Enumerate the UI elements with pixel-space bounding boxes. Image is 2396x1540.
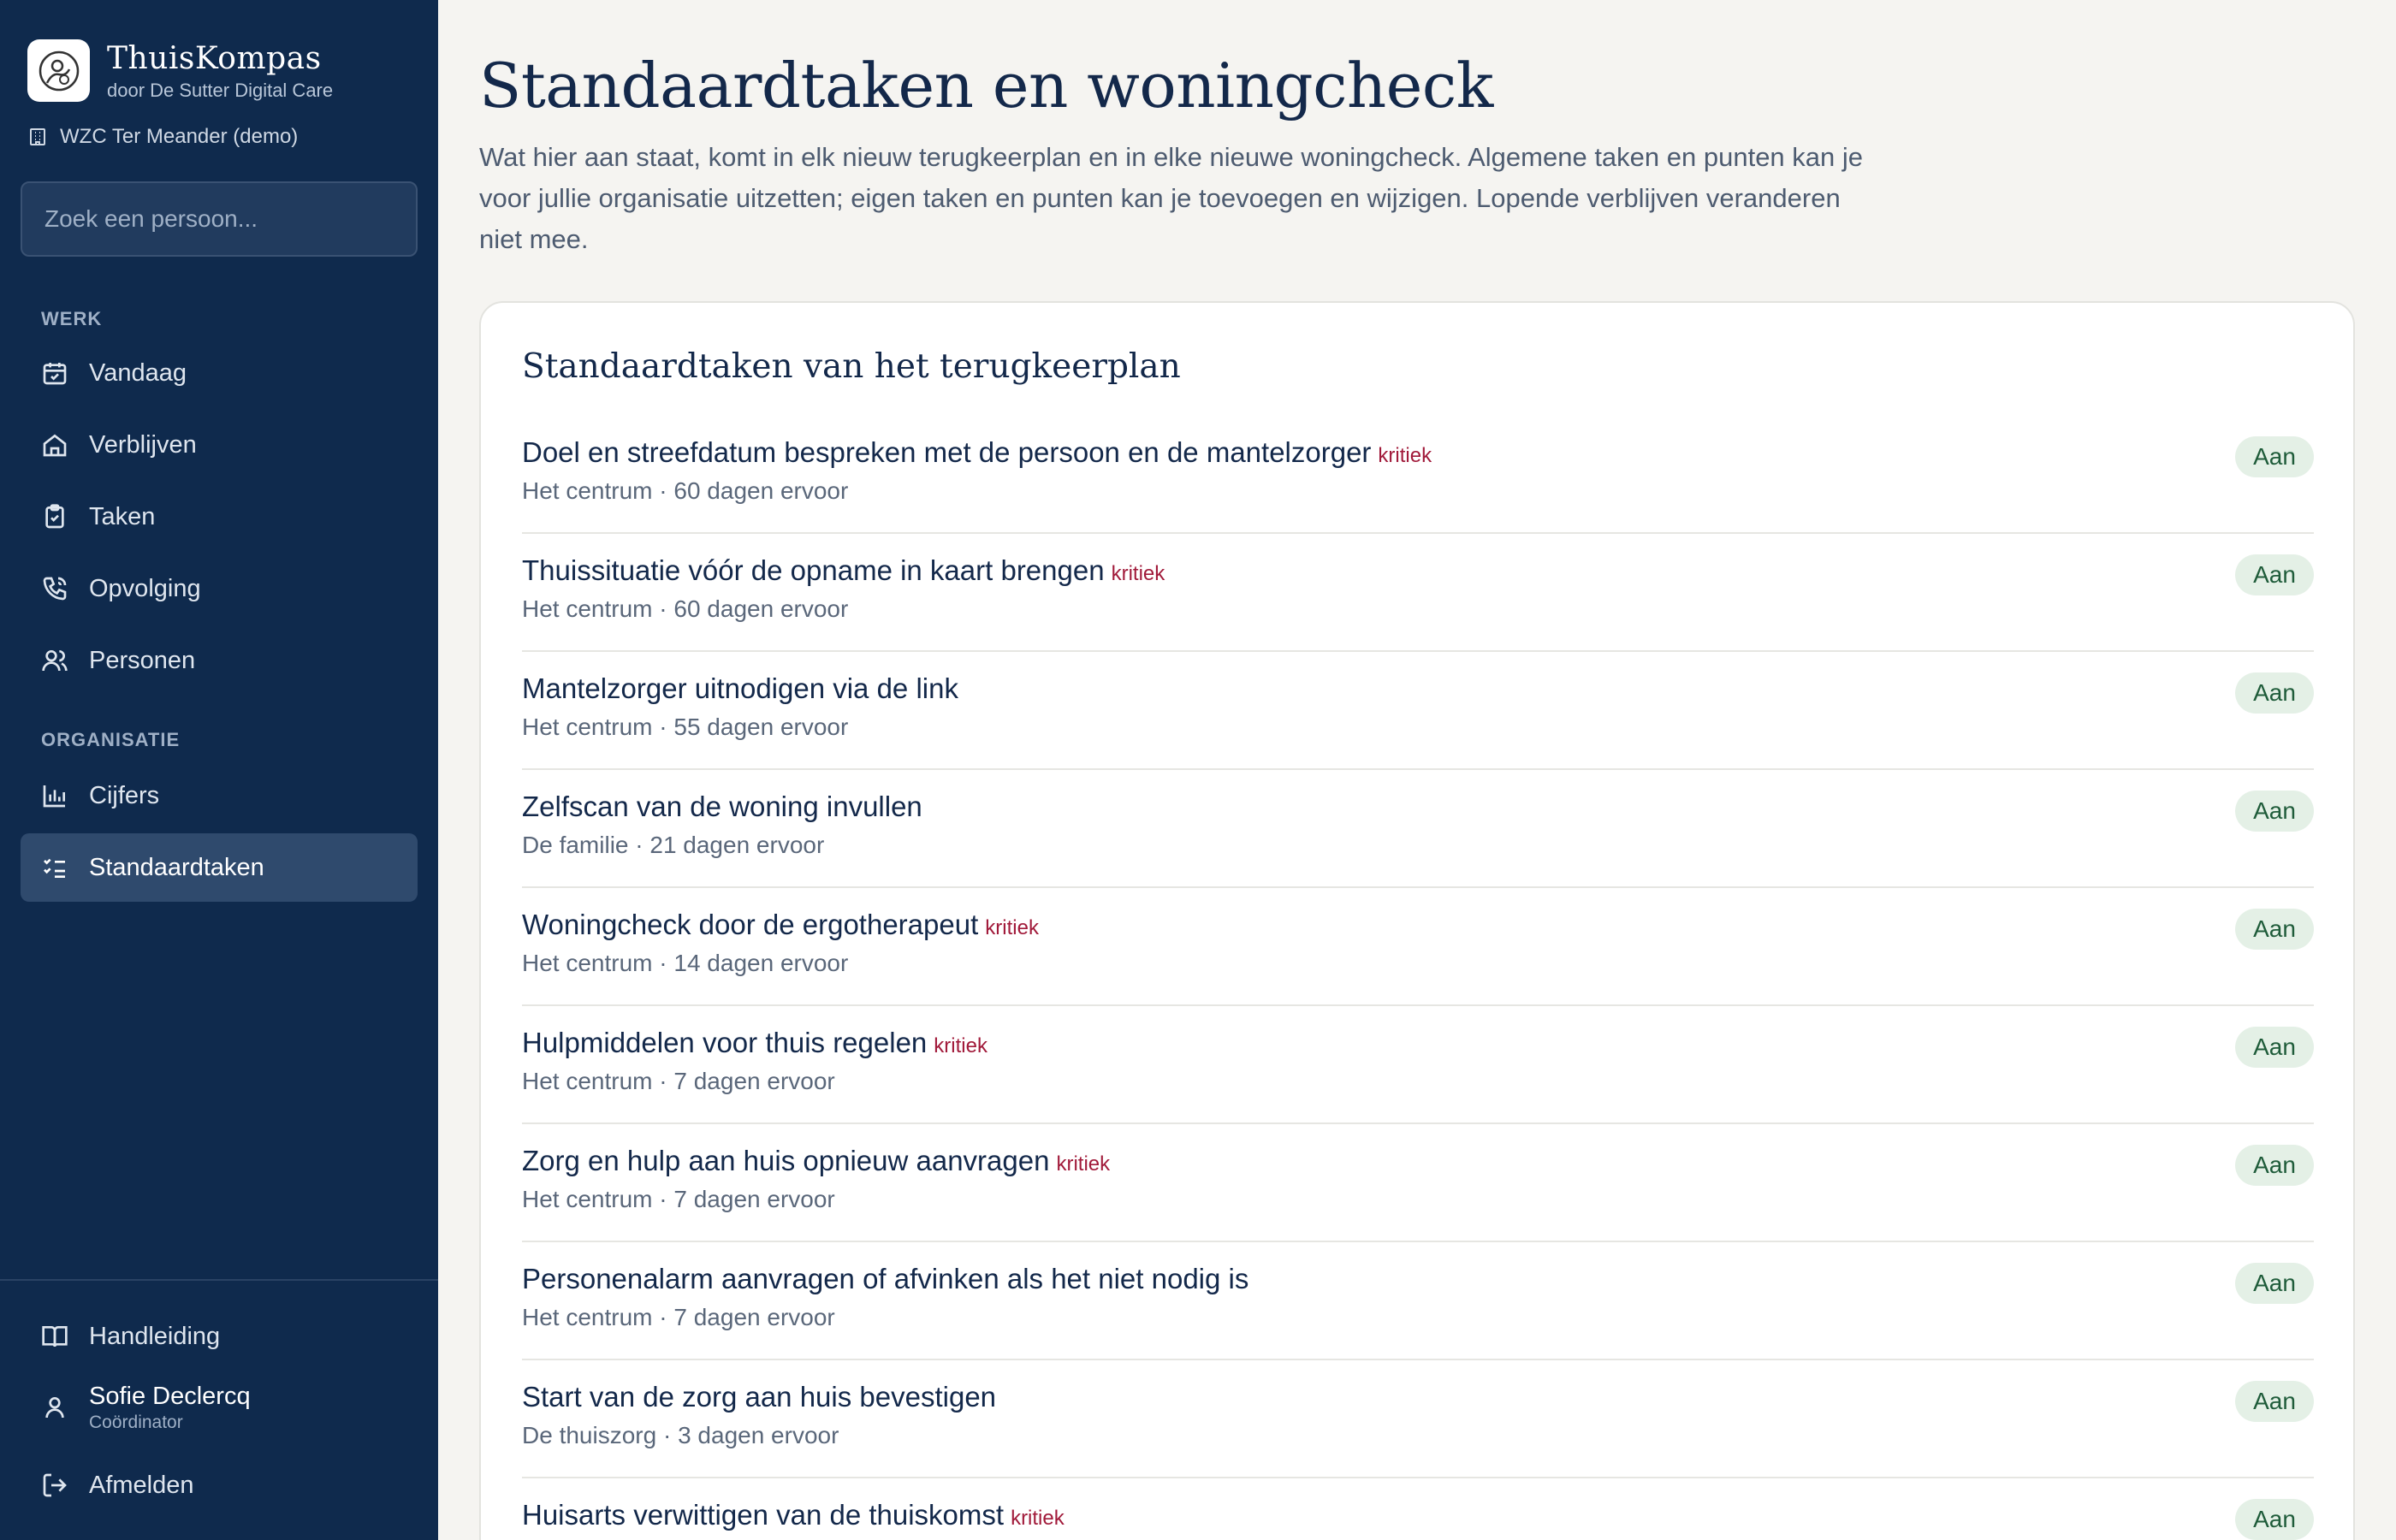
list-checks-icon bbox=[41, 854, 68, 881]
sidebar-divider bbox=[0, 1279, 438, 1281]
task-title bbox=[522, 672, 958, 705]
task-row[interactable] bbox=[522, 1124, 2314, 1242]
task-title bbox=[522, 1499, 1065, 1531]
task-row[interactable] bbox=[522, 770, 2314, 888]
card-title: Standaardtaken van het terugkeerplan bbox=[522, 347, 1181, 386]
task-title bbox=[522, 1145, 1110, 1177]
sidebar-item-verblijven[interactable] bbox=[21, 411, 418, 479]
critical-badge: kritiek bbox=[985, 916, 1039, 939]
calendar-icon bbox=[41, 359, 68, 387]
task-title-text: Start van de zorg aan huis bevestigen bbox=[522, 1381, 997, 1413]
sidebar-item-label: Verblijven bbox=[89, 430, 197, 459]
clipboard-check-icon bbox=[41, 503, 68, 530]
task-meta: Het centrum · 14 dagen ervoor bbox=[522, 950, 849, 976]
task-title-text: Doel en streefdatum bespreken met de persoon en de mantelzorger bbox=[522, 436, 1372, 468]
logout-icon bbox=[41, 1472, 68, 1499]
task-toggle-button[interactable]: Aan bbox=[2235, 554, 2314, 595]
task-title-text: Mantelzorger uitnodigen via de link bbox=[522, 672, 958, 704]
organization-name: WZC Ter Meander (demo) bbox=[60, 125, 299, 148]
task-title-text: Hulpmiddelen voor thuis regelen bbox=[522, 1027, 928, 1058]
task-title bbox=[522, 1027, 987, 1059]
organization bbox=[27, 125, 298, 149]
user-icon bbox=[41, 1394, 68, 1421]
task-title bbox=[522, 436, 1432, 469]
task-list bbox=[522, 416, 2314, 1540]
task-title bbox=[522, 909, 1039, 941]
task-meta: Het centrum · 55 dagen ervoor bbox=[522, 714, 849, 740]
task-row[interactable] bbox=[522, 416, 2314, 534]
task-toggle-button[interactable]: Aan bbox=[2235, 672, 2314, 714]
task-row[interactable] bbox=[522, 652, 2314, 770]
sidebar-item-personen[interactable] bbox=[21, 626, 418, 695]
logout-button[interactable] bbox=[21, 1451, 418, 1519]
critical-badge: kritiek bbox=[1111, 562, 1165, 585]
app-name: ThuisKompas bbox=[107, 40, 322, 76]
task-title-text: Zorg en hulp aan huis opnieuw aanvragen bbox=[522, 1145, 1050, 1176]
sidebar-item-vandaag[interactable] bbox=[21, 339, 418, 407]
search-input[interactable] bbox=[21, 181, 418, 257]
task-title-text: Woningcheck door de ergotherapeut bbox=[522, 909, 979, 940]
task-title-text: Thuissituatie vóór de opname in kaart brengen bbox=[522, 554, 1105, 586]
users-icon bbox=[41, 647, 68, 674]
critical-badge: kritiek bbox=[1378, 444, 1432, 467]
app-subtitle: door De Sutter Digital Care bbox=[107, 79, 334, 101]
sidebar-item-label: Personen bbox=[89, 646, 196, 674]
task-meta: Het centrum · 7 dagen ervoor bbox=[522, 1304, 835, 1330]
task-meta: Het centrum · 7 dagen ervoor bbox=[522, 1186, 835, 1212]
main-content bbox=[438, 0, 2396, 1540]
bar-chart-icon bbox=[41, 782, 68, 809]
logo-icon bbox=[27, 39, 90, 102]
sidebar-item-taken[interactable] bbox=[21, 483, 418, 551]
sidebar-item-standaardtaken[interactable] bbox=[21, 833, 418, 902]
sidebar-item-label: Cijfers bbox=[89, 781, 160, 809]
sidebar-item-label: Handleiding bbox=[89, 1322, 221, 1350]
task-title bbox=[522, 1263, 1248, 1295]
sidebar-item-label: Taken bbox=[89, 502, 156, 530]
task-row[interactable] bbox=[522, 1006, 2314, 1124]
sidebar-item-handleiding[interactable] bbox=[21, 1302, 418, 1371]
critical-badge: kritiek bbox=[1056, 1152, 1111, 1176]
task-title-text: Huisarts verwittigen van de thuiskomst bbox=[522, 1499, 1005, 1531]
task-row[interactable] bbox=[522, 1360, 2314, 1478]
sidebar-item-label: Standaardtaken bbox=[89, 853, 264, 881]
sidebar-item-label: Vandaag bbox=[89, 358, 187, 387]
task-toggle-button[interactable]: Aan bbox=[2235, 791, 2314, 832]
task-toggle-button[interactable]: Aan bbox=[2235, 1027, 2314, 1068]
critical-badge: kritiek bbox=[934, 1034, 987, 1057]
task-meta: Het centrum · 60 dagen ervoor bbox=[522, 595, 849, 622]
user-name: Sofie Declercq bbox=[89, 1382, 251, 1410]
task-toggle-button[interactable]: Aan bbox=[2235, 909, 2314, 950]
task-title bbox=[522, 554, 1165, 587]
phone-icon bbox=[41, 575, 68, 602]
task-meta: De thuiszorg · 3 dagen ervoor bbox=[522, 1422, 839, 1448]
task-title-text: Zelfscan van de woning invullen bbox=[522, 791, 922, 822]
task-toggle-button[interactable]: Aan bbox=[2235, 1145, 2314, 1186]
sidebar-item-cijfers[interactable] bbox=[21, 761, 418, 830]
task-title-text: Personenalarm aanvragen of afvinken als het niet nodig is bbox=[522, 1263, 1249, 1294]
task-meta: Het centrum · 60 dagen ervoor bbox=[522, 477, 849, 504]
brand[interactable] bbox=[27, 39, 333, 102]
standard-tasks-card bbox=[479, 301, 2355, 1540]
critical-badge: kritiek bbox=[1011, 1507, 1065, 1530]
task-toggle-button[interactable]: Aan bbox=[2235, 1263, 2314, 1304]
task-title bbox=[522, 1381, 996, 1413]
book-icon bbox=[41, 1323, 68, 1350]
logout-label: Afmelden bbox=[89, 1471, 194, 1499]
sidebar-item-opvolging[interactable] bbox=[21, 554, 418, 623]
task-row[interactable] bbox=[522, 1478, 2314, 1540]
task-toggle-button[interactable]: Aan bbox=[2235, 436, 2314, 477]
section-label-work: WERK bbox=[41, 308, 103, 329]
building-icon bbox=[27, 127, 48, 147]
sidebar-item-label: Opvolging bbox=[89, 574, 201, 602]
page-intro: Wat hier aan staat, komt in elk nieuw terugkeerplan en in elke nieuwe woningcheck. Algemene taken en punten kan je voor jullie organisatie uitzetten; eigen taken en punten kan je toevoegen en wijzigen. Lopende verblijven veranderen niet mee. bbox=[479, 142, 1864, 254]
task-toggle-button[interactable]: Aan bbox=[2235, 1499, 2314, 1540]
user-role: Coördinator bbox=[89, 1412, 183, 1432]
task-row[interactable] bbox=[522, 888, 2314, 1006]
section-label-organisatie: ORGANISATIE bbox=[41, 729, 181, 750]
home-icon bbox=[41, 431, 68, 459]
page-title: Standaardtaken en woningcheck bbox=[479, 50, 1493, 121]
task-meta: Het centrum · 7 dagen ervoor bbox=[522, 1068, 835, 1094]
task-row[interactable] bbox=[522, 1242, 2314, 1360]
user-profile[interactable] bbox=[21, 1373, 418, 1442]
task-title bbox=[522, 791, 922, 823]
task-row[interactable] bbox=[522, 534, 2314, 652]
sidebar bbox=[0, 0, 438, 1540]
task-meta: De familie · 21 dagen ervoor bbox=[522, 832, 825, 858]
task-toggle-button[interactable]: Aan bbox=[2235, 1381, 2314, 1422]
